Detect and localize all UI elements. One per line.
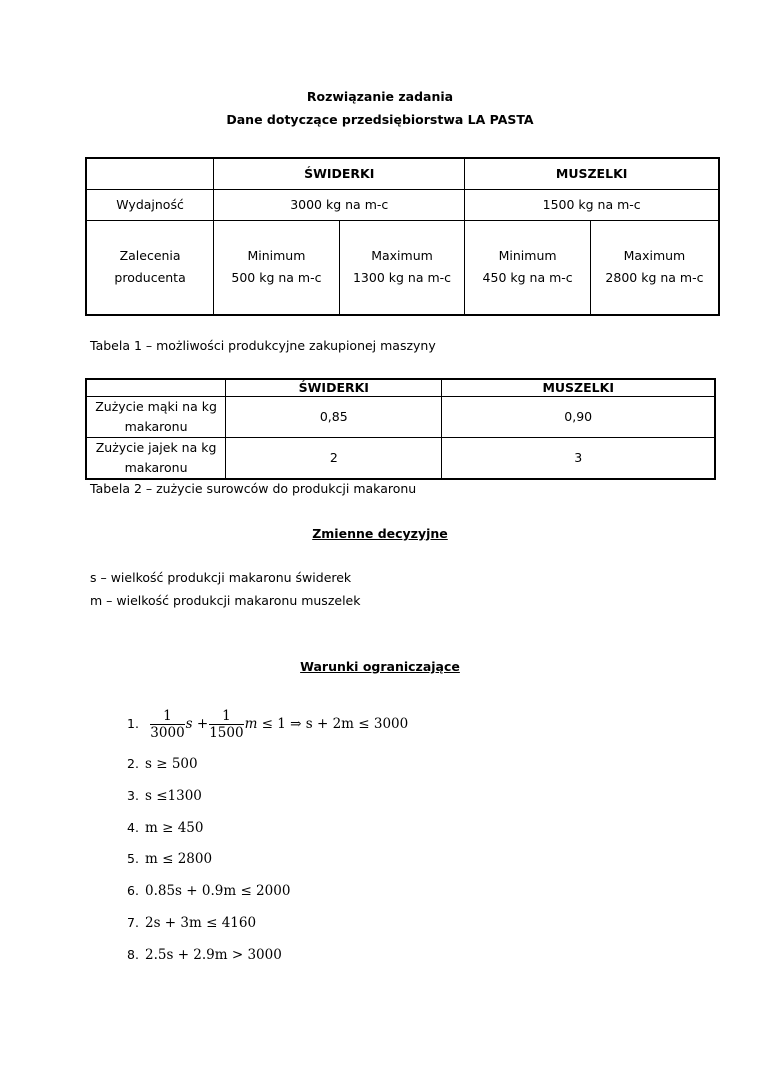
constraint-item: [127, 879, 290, 903]
table-row: [86, 396, 715, 437]
header-swiderki: ŚWIDERKI: [214, 158, 465, 189]
row-label-jajka: [86, 437, 226, 479]
fraction-denominator: 3000: [150, 725, 185, 741]
table-row: [86, 220, 719, 315]
table-row: [86, 189, 719, 220]
constraint-number: 1.: [127, 716, 139, 731]
doc-subtitle: Dane dotyczące przedsiębiorstwa LA PASTA: [226, 112, 534, 127]
doc-title: Rozwiązanie zadania: [306, 89, 454, 104]
cell-swiderki-max-label: Maximum: [371, 248, 433, 264]
cell-wydajnosc-muszelki: 1500 kg na m-c: [465, 189, 719, 220]
decision-vars-title: Zmienne decyzyjne: [312, 526, 448, 541]
header-swiderki: ŚWIDERKI: [226, 379, 442, 396]
row-label-jajka-line1: Zużycie jajek na kg: [95, 439, 217, 455]
cell-swiderki-min-label: Minimum: [247, 248, 306, 264]
cell-muszelki-min: [465, 220, 591, 315]
fraction-denominator: 1500: [209, 725, 244, 741]
cell-muszelki-max: [590, 220, 719, 315]
constraint-item: [127, 752, 198, 776]
raw-material-usage-table: [85, 378, 716, 480]
cell-swiderki-min-value: 500 kg na m-c: [231, 270, 322, 286]
constraint-text: m ≥ 450: [145, 820, 204, 836]
cell-maka-muszelki: 0,90: [442, 396, 715, 437]
constraint-item: [127, 847, 212, 871]
cell-muszelki-max-value: 2800 kg na m-c: [605, 270, 704, 286]
constraint-number: 4.: [127, 820, 139, 835]
cell-muszelki-min-label: Minimum: [498, 248, 557, 264]
decision-var-m: m – wielkość produkcji makaronu muszelek: [90, 593, 361, 608]
table-row: [86, 437, 715, 479]
constraint-item: [127, 943, 282, 967]
row-label-zalecenia: [86, 220, 214, 315]
table1-caption: Tabela 1 – możliwości produkcyjne zakupionej maszyny: [90, 338, 436, 353]
constraint-number: 3.: [127, 788, 139, 803]
production-capacity-table: [85, 157, 720, 316]
fraction-numerator: 1: [150, 708, 184, 725]
cell-muszelki-max-label: Maximum: [623, 248, 686, 264]
constraint-number: 7.: [127, 915, 139, 930]
constraint-text: 0.85s + 0.9m ≤ 2000: [145, 883, 291, 899]
constraint-text: 2s + 3m ≤ 4160: [145, 915, 257, 931]
fraction: [150, 708, 184, 741]
table2-caption: Tabela 2 – zużycie surowców do produkcji makaronu: [90, 481, 417, 496]
row-label-maka-line1: Zużycie mąki na kg: [95, 398, 217, 414]
cell-swiderki-max: [339, 220, 465, 315]
constraint-number: 6.: [127, 883, 139, 898]
cell-swiderki-min: [214, 220, 340, 315]
constraint-text: s ≥ 500: [145, 756, 198, 772]
cell-jajka-swiderki: 2: [226, 437, 442, 479]
row-label-maka-line2: makaronu: [124, 418, 188, 434]
row-label-zalecenia-line2: producenta: [114, 270, 186, 286]
decision-var-s: s – wielkość produkcji makaronu świderek: [90, 570, 352, 585]
cell-jajka-muszelki: 3: [442, 437, 715, 479]
constraint-item: [127, 911, 256, 935]
row-label-jajka-line2: makaronu: [124, 459, 188, 475]
row-label-zalecenia-line1: Zalecenia: [119, 248, 181, 264]
row-label-maka: [86, 396, 226, 437]
constraint-item: [127, 784, 202, 808]
header-muszelki: MUSZELKI: [465, 158, 719, 189]
cell-wydajnosc-swiderki: 3000 kg na m-c: [214, 189, 465, 220]
constraint-number: 2.: [127, 756, 139, 771]
table-cell-empty: [86, 379, 226, 396]
cell-muszelki-min-value: 450 kg na m-c: [482, 270, 573, 286]
constraint-number: 5.: [127, 851, 139, 866]
constraint-rest: ≤ 1 ⇒ s + 2m ≤ 3000: [261, 716, 409, 732]
constraint-number: 8.: [127, 947, 139, 962]
cell-swiderki-max-value: 1300 kg na m-c: [352, 270, 452, 286]
constraint-text: s ≤1300: [145, 788, 202, 804]
constraint-text: m ≤ 2800: [145, 851, 213, 867]
constraint-text: 2.5s + 2.9m > 3000: [145, 947, 282, 963]
row-label-wydajnosc: Wydajność: [86, 189, 214, 220]
table-header-row: [86, 158, 719, 189]
constraints-title: Warunki ograniczające: [300, 659, 460, 674]
cell-maka-swiderki: 0,85: [226, 396, 442, 437]
constraint-item: [127, 816, 203, 840]
header-muszelki: MUSZELKI: [442, 379, 715, 396]
table-header-row: [86, 379, 715, 396]
table-cell-empty: [86, 158, 214, 189]
constraint-item: 1. $\frac{1}{3000}$ s + $\frac{1}{1500}$ m ≤ 1 ⇒ s + 2m ≤ 3000: [127, 708, 409, 741]
fraction-numerator: 1: [209, 708, 243, 725]
fraction: [209, 708, 243, 741]
